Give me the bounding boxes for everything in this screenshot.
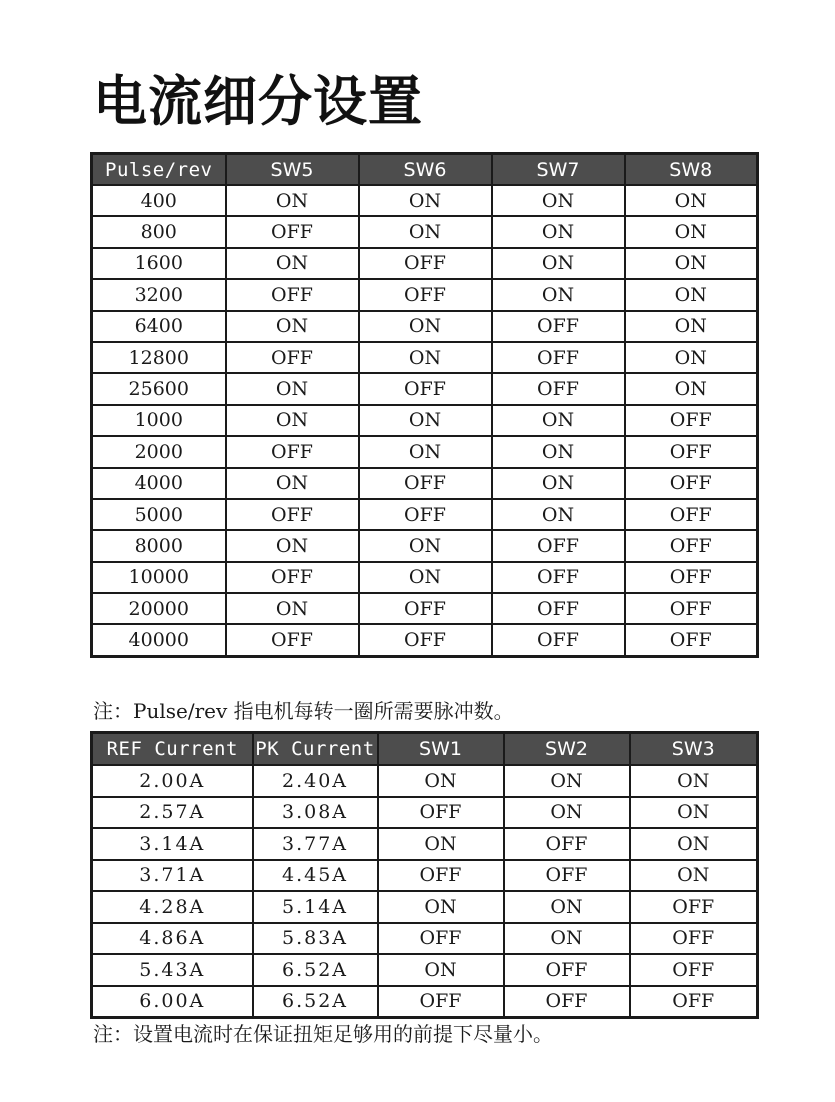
sw5-cell: ON (226, 248, 359, 279)
header-pulse-rev: Pulse/rev (92, 154, 226, 186)
table-row (92, 405, 758, 436)
sw7-cell: OFF (492, 530, 625, 561)
sw5-cell: OFF (226, 499, 359, 530)
ref-current-cell: 3.71A (92, 860, 253, 892)
ref-current-cell: 4.28A (92, 891, 253, 923)
header-sw1: SW1 (378, 733, 504, 766)
table-row (92, 185, 758, 216)
current-table-header-row (92, 733, 758, 766)
header-sw6: SW6 (359, 154, 492, 186)
sw5-cell: ON (226, 593, 359, 624)
sw8-cell: OFF (625, 593, 758, 624)
table-row (92, 279, 758, 310)
sw5-cell: OFF (226, 342, 359, 373)
sw6-cell: OFF (359, 248, 492, 279)
pulse-table-header (92, 154, 758, 186)
sw1-cell: ON (378, 828, 504, 860)
table-row (92, 562, 758, 593)
pulse-rev-cell: 25600 (92, 373, 226, 404)
table-row (92, 954, 758, 986)
sw7-cell: ON (492, 216, 625, 247)
sw6-cell: ON (359, 311, 492, 342)
sw5-cell: ON (226, 373, 359, 404)
sw5-cell: ON (226, 468, 359, 499)
ref-current-cell: 5.43A (92, 954, 253, 986)
sw3-cell: OFF (630, 923, 758, 955)
sw6-cell: ON (359, 562, 492, 593)
sw8-cell: OFF (625, 499, 758, 530)
sw8-cell: OFF (625, 405, 758, 436)
table-row (92, 891, 758, 923)
sw5-cell: OFF (226, 562, 359, 593)
sw8-cell: OFF (625, 562, 758, 593)
sw7-cell: OFF (492, 342, 625, 373)
header-sw8: SW8 (625, 154, 758, 186)
pulse-rev-cell: 4000 (92, 468, 226, 499)
pulse-rev-cell: 2000 (92, 436, 226, 467)
sw7-cell: OFF (492, 373, 625, 404)
pk-current-cell: 4.45A (253, 860, 378, 892)
sw2-cell: ON (504, 797, 630, 829)
sw7-cell: ON (492, 499, 625, 530)
sw5-cell: ON (226, 311, 359, 342)
sw7-cell: ON (492, 279, 625, 310)
pulse-rev-cell: 1600 (92, 248, 226, 279)
sw5-cell: OFF (226, 624, 359, 656)
sw7-cell: ON (492, 185, 625, 216)
table-row (92, 765, 758, 797)
ref-current-cell: 4.86A (92, 923, 253, 955)
table-row (92, 342, 758, 373)
sw6-cell: ON (359, 405, 492, 436)
pulse-rev-cell: 800 (92, 216, 226, 247)
sw3-cell: ON (630, 765, 758, 797)
pk-current-cell: 3.77A (253, 828, 378, 860)
sw1-cell: ON (378, 891, 504, 923)
current-table-body (92, 765, 758, 1018)
table-row (92, 530, 758, 561)
pulse-rev-cell: 3200 (92, 279, 226, 310)
ref-current-cell: 6.00A (92, 986, 253, 1018)
table-row (92, 828, 758, 860)
sw8-cell: ON (625, 279, 758, 310)
sw7-cell: ON (492, 468, 625, 499)
pulse-rev-cell: 8000 (92, 530, 226, 561)
pulse-table-header-row (92, 154, 758, 186)
pulse-rev-cell: 20000 (92, 593, 226, 624)
sw7-cell: OFF (492, 311, 625, 342)
sw3-cell: OFF (630, 986, 758, 1018)
header-sw5: SW5 (226, 154, 359, 186)
sw1-cell: OFF (378, 860, 504, 892)
sw5-cell: ON (226, 405, 359, 436)
ref-current-cell: 3.14A (92, 828, 253, 860)
sw1-cell: ON (378, 954, 504, 986)
pulse-rev-cell: 400 (92, 185, 226, 216)
pk-current-cell: 3.08A (253, 797, 378, 829)
sw8-cell: OFF (625, 468, 758, 499)
sw8-cell: OFF (625, 530, 758, 561)
sw5-cell: OFF (226, 436, 359, 467)
page-title: 电流细分设置 (93, 70, 423, 133)
sw1-cell: OFF (378, 797, 504, 829)
sw1-cell: OFF (378, 986, 504, 1018)
sw8-cell: ON (625, 342, 758, 373)
table-row (92, 373, 758, 404)
sw6-cell: OFF (359, 499, 492, 530)
sw2-cell: ON (504, 923, 630, 955)
sw6-cell: OFF (359, 279, 492, 310)
sw7-cell: ON (492, 436, 625, 467)
sw6-cell: OFF (359, 373, 492, 404)
header-sw3: SW3 (630, 733, 758, 766)
sw3-cell: OFF (630, 891, 758, 923)
table-row (92, 436, 758, 467)
table-row (92, 986, 758, 1018)
table-row (92, 311, 758, 342)
sw8-cell: ON (625, 248, 758, 279)
sw5-cell: ON (226, 185, 359, 216)
sw3-cell: ON (630, 797, 758, 829)
current-table-header (92, 733, 758, 766)
pulse-rev-cell: 12800 (92, 342, 226, 373)
table-row (92, 468, 758, 499)
table-row (92, 860, 758, 892)
pulse-note: 注：Pulse/rev 指电机每转一圈所需要脉冲数。 (93, 699, 514, 723)
sw7-cell: OFF (492, 562, 625, 593)
pulse-rev-cell: 5000 (92, 499, 226, 530)
sw1-cell: ON (378, 765, 504, 797)
sw8-cell: OFF (625, 436, 758, 467)
table-row (92, 624, 758, 656)
sw8-cell: ON (625, 373, 758, 404)
sw5-cell: OFF (226, 216, 359, 247)
pulse-rev-cell: 40000 (92, 624, 226, 656)
sw6-cell: OFF (359, 624, 492, 656)
sw5-cell: ON (226, 530, 359, 561)
sw7-cell: OFF (492, 624, 625, 656)
sw2-cell: OFF (504, 986, 630, 1018)
pulse-table-body (92, 185, 758, 656)
table-row (92, 923, 758, 955)
sw2-cell: ON (504, 765, 630, 797)
sw1-cell: OFF (378, 923, 504, 955)
sw6-cell: ON (359, 436, 492, 467)
table-row (92, 499, 758, 530)
sw8-cell: ON (625, 185, 758, 216)
pk-current-cell: 2.40A (253, 765, 378, 797)
sw2-cell: OFF (504, 954, 630, 986)
sw8-cell: ON (625, 311, 758, 342)
header-pk-current: PK Current (253, 733, 378, 766)
header-sw2: SW2 (504, 733, 630, 766)
sw3-cell: OFF (630, 954, 758, 986)
pk-current-cell: 5.14A (253, 891, 378, 923)
sw6-cell: OFF (359, 468, 492, 499)
sw6-cell: ON (359, 216, 492, 247)
sw3-cell: ON (630, 828, 758, 860)
pulse-rev-cell: 1000 (92, 405, 226, 436)
pk-current-cell: 5.83A (253, 923, 378, 955)
table-row (92, 593, 758, 624)
ref-current-cell: 2.57A (92, 797, 253, 829)
sw6-cell: ON (359, 342, 492, 373)
sw5-cell: OFF (226, 279, 359, 310)
pk-current-cell: 6.52A (253, 954, 378, 986)
pulse-table (90, 152, 759, 658)
pulse-rev-cell: 6400 (92, 311, 226, 342)
sw7-cell: OFF (492, 593, 625, 624)
sw7-cell: ON (492, 405, 625, 436)
ref-current-cell: 2.00A (92, 765, 253, 797)
sw8-cell: OFF (625, 624, 758, 656)
sw6-cell: OFF (359, 593, 492, 624)
pk-current-cell: 6.52A (253, 986, 378, 1018)
sw2-cell: ON (504, 891, 630, 923)
current-note: 注：设置电流时在保证扭矩足够用的前提下尽量小。 (93, 1022, 553, 1046)
table-row (92, 797, 758, 829)
sw2-cell: OFF (504, 828, 630, 860)
sw6-cell: ON (359, 530, 492, 561)
sw2-cell: OFF (504, 860, 630, 892)
sw6-cell: ON (359, 185, 492, 216)
pulse-rev-cell: 10000 (92, 562, 226, 593)
table-row (92, 248, 758, 279)
header-sw7: SW7 (492, 154, 625, 186)
sw8-cell: ON (625, 216, 758, 247)
table-row (92, 216, 758, 247)
header-ref-current: REF Current (92, 733, 253, 766)
current-table (90, 731, 759, 1019)
sw3-cell: ON (630, 860, 758, 892)
sw7-cell: ON (492, 248, 625, 279)
